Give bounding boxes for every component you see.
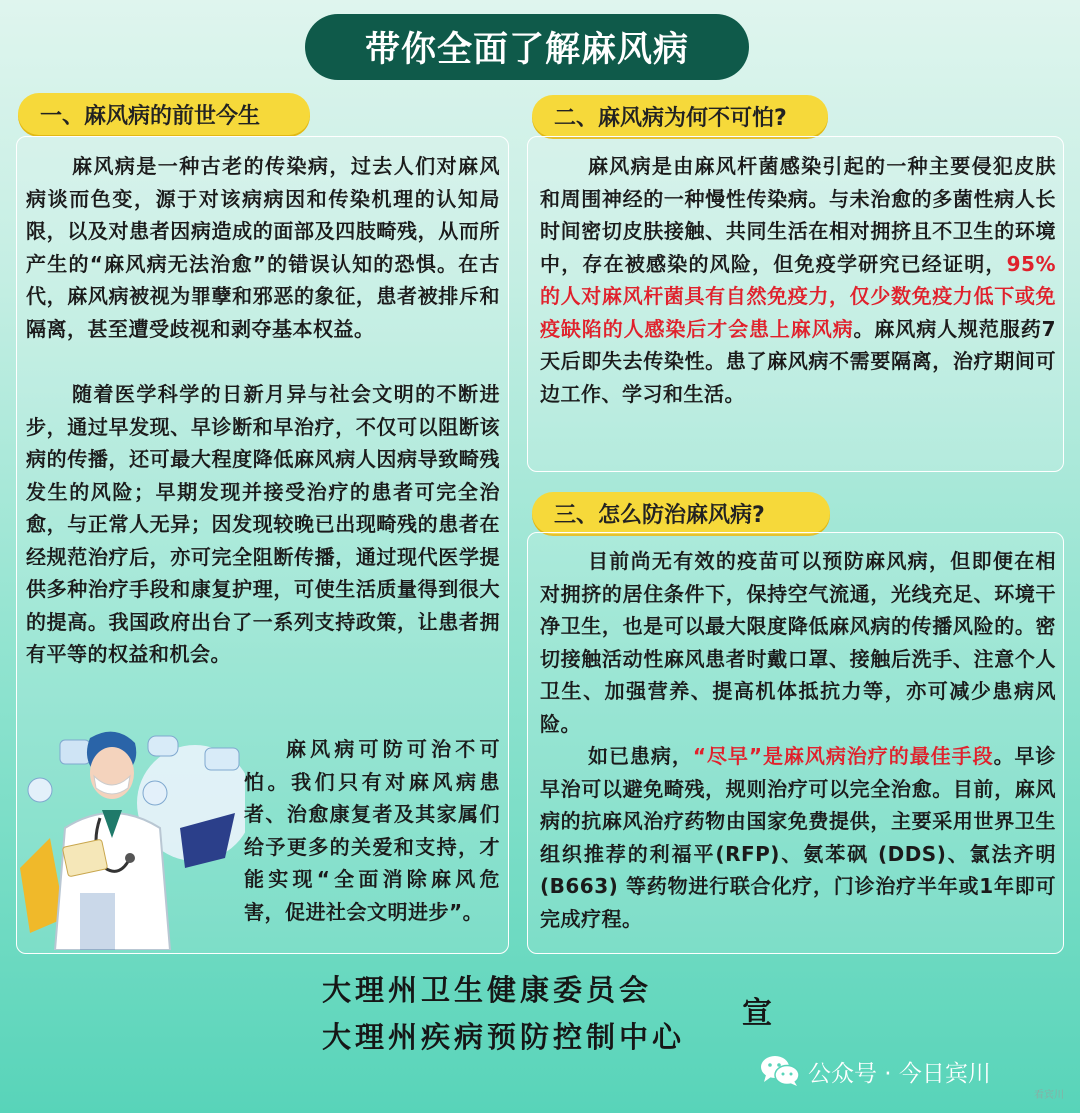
section3-lead: 如已患病， [588,744,693,768]
section3-rest: 。早诊早治可以避免畸残，规则治疗可以完全治愈。目前，麻风病的抗麻风治疗药物由国家免费提供，主要采用世界卫生组织推荐的利福平(RFP)、氨苯砜 (DDS)、氯法齐明 (B663) 等药物进行联合化疗，门诊治疗半年或1年即可完成疗程。 [540,744,1057,931]
section2-text-a: 麻风病是由麻风杆菌感染引起的一种主要侵犯皮肤和周围神经的一种慢性传染病。与未治愈的多菌性病人长时间密切皮肤接触、共同生活在相对拥挤且不卫生的环境中，存在被感染的风险，但免疫学研究已经证明， [540,154,1056,276]
footer-org-1: 大理州卫生健康委员会 [322,973,653,1007]
wechat-icon [760,1054,800,1088]
doctor-illustration [20,718,245,950]
page-title: 带你全面了解麻风病 [305,14,749,80]
wechat-account-label: 公众号 · 今日宾川 [808,1060,991,1087]
footer-suffix: 宣 [742,996,772,1031]
section3-heading: 三、怎么防治麻风病? [532,492,830,534]
section3-highlight: “尽早”是麻风病治疗的最佳手段 [692,744,994,768]
section1-paragraph-1: 麻风病是一种古老的传染病，过去人们对麻风病谈而色变，源于对该病病因和传染机理的认知局限，以及对患者因病造成的面部及四肢畸残，从而所产生的“麻风病无法治愈”的错误认知的恐惧。在古代，麻风病被视为罪孽和邪恶的象征，患者被排斥和隔离，甚至遭受歧视和剥夺基本权益。 [26,154,500,341]
section1-paragraph-2: 随着医学科学的日新月异与社会文明的不断进步，通过早发现、早诊断和早治疗，不仅可以阻断该病的传播，还可最大程度降低麻风病人因病导致畸残发生的风险；早期发现并接受治疗的患者可完全治愈，与正常人无异；因发现较晚已出现畸残的患者在经规范治疗后，亦可完全阻断传播，通过现代医学提供多种治疗手段和康复护理，可使生活质量得到很大的提高。我国政府出台了一系列支持政策，让患者拥有平等的权益和机会。 [26,382,500,666]
section2-highlight: 95%的人对麻风杆菌具有自然免疫力，仅少数免疫力低下或免疫缺陷的人感染后才会患上麻风病 [540,251,1056,341]
section2-paragraph [540,150,1056,410]
section3-paragraph-2 [540,740,1056,935]
section1-paragraph-3: 麻风病可防可治不可怕。我们只有对麻风病患者、治愈康复者及其家属们给予更多的关爱和支持，才能实现“全面消除麻风危害，促进社会文明进步”。 [244,737,500,924]
footer-org-2: 大理州疾病预防控制中心 [322,1020,686,1054]
wechat-account[interactable] [760,1054,991,1088]
section2-heading: 二、麻风病为何不可怕? [532,95,828,137]
watermark: 看宾川 [1034,1090,1064,1101]
section1-heading: 一、麻风病的前世今生 [18,93,310,135]
section2-text-b: 。麻风病人规范服药7天后即失去传染性。患了麻风病不需要隔离，治疗期间可边工作、学习和生活。 [540,316,1057,406]
section3-paragraph-1: 目前尚无有效的疫苗可以预防麻风病，但即便在相对拥挤的居住条件下，保持空气流通，光线充足、环境干净卫生，也是可以最大限度降低麻风病的传播风险的。密切接触活动性麻风患者时戴口罩、接触后洗手、注意个人卫生、加强营养、提高机体抵抗力等，亦可减少患病风险。 [540,549,1056,736]
